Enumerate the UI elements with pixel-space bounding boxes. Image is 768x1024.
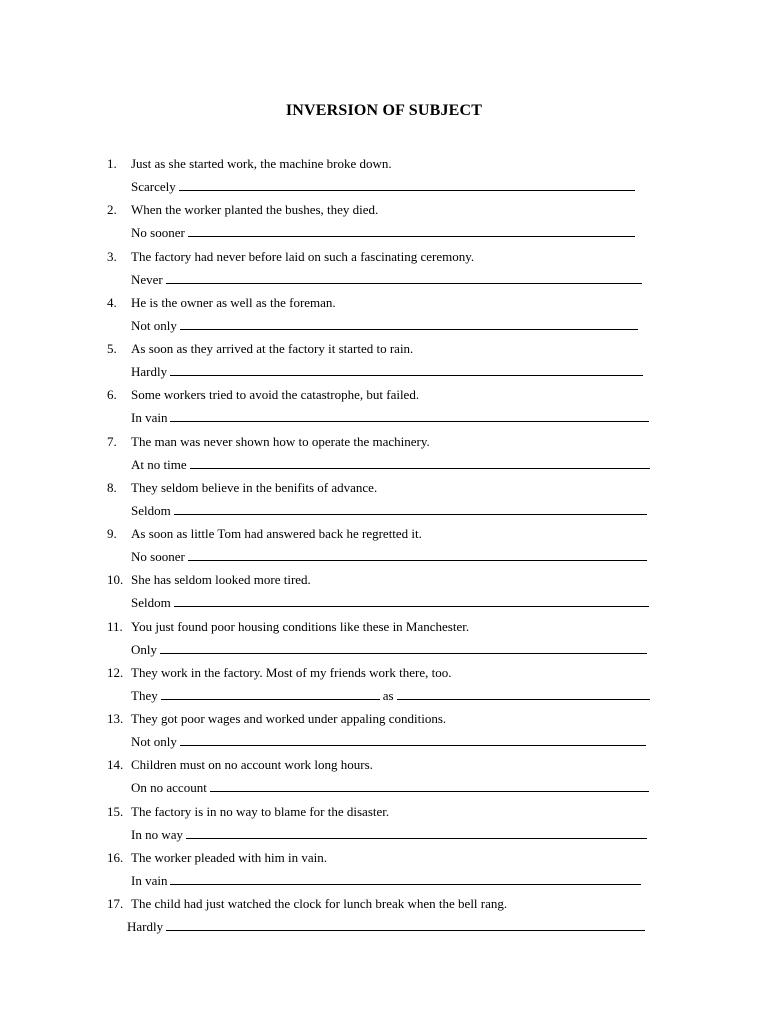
- item-prompt: Not only: [131, 734, 177, 749]
- item-prompt: Never: [131, 271, 163, 287]
- answer-blank[interactable]: [179, 178, 635, 191]
- item-number: 13.: [107, 711, 124, 726]
- item-sentence: Some workers tried to avoid the catastrophe, but failed.: [131, 387, 420, 403]
- item-answer-line: [131, 409, 649, 427]
- item-answer-line: [131, 548, 647, 566]
- item-sentence: He is the owner as well as the foreman.: [131, 294, 336, 310]
- item-sentence: The worker pleaded with him in vain.: [131, 849, 328, 865]
- list-item: [0, 849, 768, 895]
- item-answer-line: [131, 178, 635, 196]
- item-prompt: In no way: [131, 826, 183, 842]
- item-number: 2.: [107, 202, 117, 218]
- item-number: 16.: [107, 849, 124, 865]
- item-answer-line: [131, 872, 641, 890]
- answer-blank[interactable]: [186, 826, 647, 839]
- list-item: [0, 248, 768, 294]
- item-sentence: As soon as little Tom had answered back he regretted it.: [131, 526, 422, 541]
- item-sentence: As soon as they arrived at the factory it started to rain.: [131, 341, 414, 356]
- answer-blank[interactable]: [180, 733, 646, 746]
- answer-blank[interactable]: [161, 687, 380, 700]
- item-prompt: In vain: [131, 872, 168, 888]
- answer-blank[interactable]: [210, 779, 649, 792]
- item-prompt: Not only: [131, 317, 177, 333]
- item-answer-line: [131, 363, 643, 381]
- exercise-list: [0, 155, 768, 941]
- item-number: 5.: [107, 341, 117, 356]
- list-item: [0, 710, 768, 756]
- answer-blank[interactable]: [160, 641, 647, 654]
- list-item: [0, 155, 768, 201]
- item-prompt: At no time: [131, 456, 187, 472]
- item-answer-line: [127, 918, 645, 936]
- list-item: [0, 618, 768, 664]
- list-item: [0, 571, 768, 617]
- item-number: 14.: [107, 757, 124, 773]
- list-item: [0, 895, 768, 941]
- item-prompt: Hardly: [131, 364, 168, 379]
- item-prompt: Seldom: [131, 595, 171, 611]
- answer-blank[interactable]: [170, 872, 641, 885]
- item-number: 3.: [107, 248, 117, 264]
- item-number: 12.: [107, 664, 124, 680]
- item-sentence: Just as she started work, the machine broke down.: [131, 156, 392, 171]
- list-item: [0, 386, 768, 432]
- item-answer-line: [131, 779, 649, 797]
- item-sentence: She has seldom looked more tired.: [131, 572, 311, 588]
- item-number: 10.: [107, 572, 124, 588]
- answer-blank[interactable]: [170, 363, 643, 376]
- item-prompt: No sooner: [131, 549, 185, 564]
- list-item: [0, 479, 768, 525]
- item-number: 6.: [107, 387, 117, 403]
- item-number: 7.: [107, 433, 117, 449]
- item-number: 11.: [107, 618, 123, 634]
- item-answer-line: [131, 456, 650, 474]
- item-sentence: The man was never shown how to operate the machinery.: [131, 433, 430, 449]
- item-answer-line: [131, 733, 646, 751]
- item-answer-line: [131, 271, 642, 289]
- item-number: 1.: [107, 156, 117, 171]
- list-item: [0, 433, 768, 479]
- answer-blank[interactable]: [170, 409, 649, 422]
- page-title: INVERSION OF SUBJECT: [285, 102, 483, 119]
- item-sentence: Children must on no account work long hours.: [131, 757, 373, 773]
- item-prompt: They: [131, 687, 158, 703]
- list-item: [0, 664, 768, 710]
- item-sentence: They seldom believe in the benifits of advance.: [131, 479, 378, 495]
- answer-blank[interactable]: [397, 687, 650, 700]
- list-item: [0, 201, 768, 247]
- list-item: [0, 803, 768, 849]
- answer-blank[interactable]: [188, 224, 635, 237]
- item-prompt: In vain: [131, 410, 168, 426]
- item-prompt: Scarcely: [131, 179, 176, 194]
- answer-blank[interactable]: [188, 548, 647, 561]
- list-item: [0, 525, 768, 571]
- item-answer-line: [131, 641, 647, 659]
- item-prompt: Seldom: [131, 502, 171, 518]
- item-sentence: The factory had never before laid on such a fascinating ceremony.: [131, 248, 475, 264]
- item-sentence: The factory is in no way to blame for the disaster.: [131, 803, 390, 819]
- item-sentence: They work in the factory. Most of my friends work there, too.: [131, 664, 452, 680]
- item-prompt: On no account: [131, 780, 207, 796]
- item-answer-line: [131, 224, 635, 242]
- item-answer-line: [131, 502, 647, 520]
- item-answer-line: [131, 826, 647, 844]
- item-sentence: They got poor wages and worked under appaling conditions.: [131, 711, 447, 726]
- list-item: [0, 294, 768, 340]
- answer-blank[interactable]: [166, 271, 642, 284]
- item-number: 4.: [107, 294, 117, 310]
- item-sentence: You just found poor housing conditions like these in Manchester.: [131, 618, 470, 634]
- list-item: [0, 756, 768, 802]
- item-number: 8.: [107, 479, 117, 495]
- answer-blank[interactable]: [174, 502, 647, 515]
- item-answer-line: [131, 317, 638, 335]
- answer-blank[interactable]: [166, 918, 645, 931]
- answer-blank[interactable]: [180, 317, 638, 330]
- answer-blank[interactable]: [190, 456, 650, 469]
- item-sentence: The child had just watched the clock for lunch break when the bell rang.: [131, 896, 508, 911]
- item-prompt: Only: [131, 641, 157, 657]
- item-answer-line: [131, 594, 649, 612]
- item-prompt: No sooner: [131, 225, 185, 241]
- list-item: [0, 340, 768, 386]
- item-answer-line: [131, 687, 650, 705]
- item-prompt: Hardly: [127, 919, 164, 934]
- item-connector: as: [382, 687, 394, 703]
- item-number: 15.: [107, 803, 124, 819]
- answer-blank[interactable]: [174, 594, 649, 607]
- item-sentence: When the worker planted the bushes, they died.: [131, 202, 379, 218]
- item-number: 17.: [107, 896, 124, 911]
- item-number: 9.: [107, 526, 117, 541]
